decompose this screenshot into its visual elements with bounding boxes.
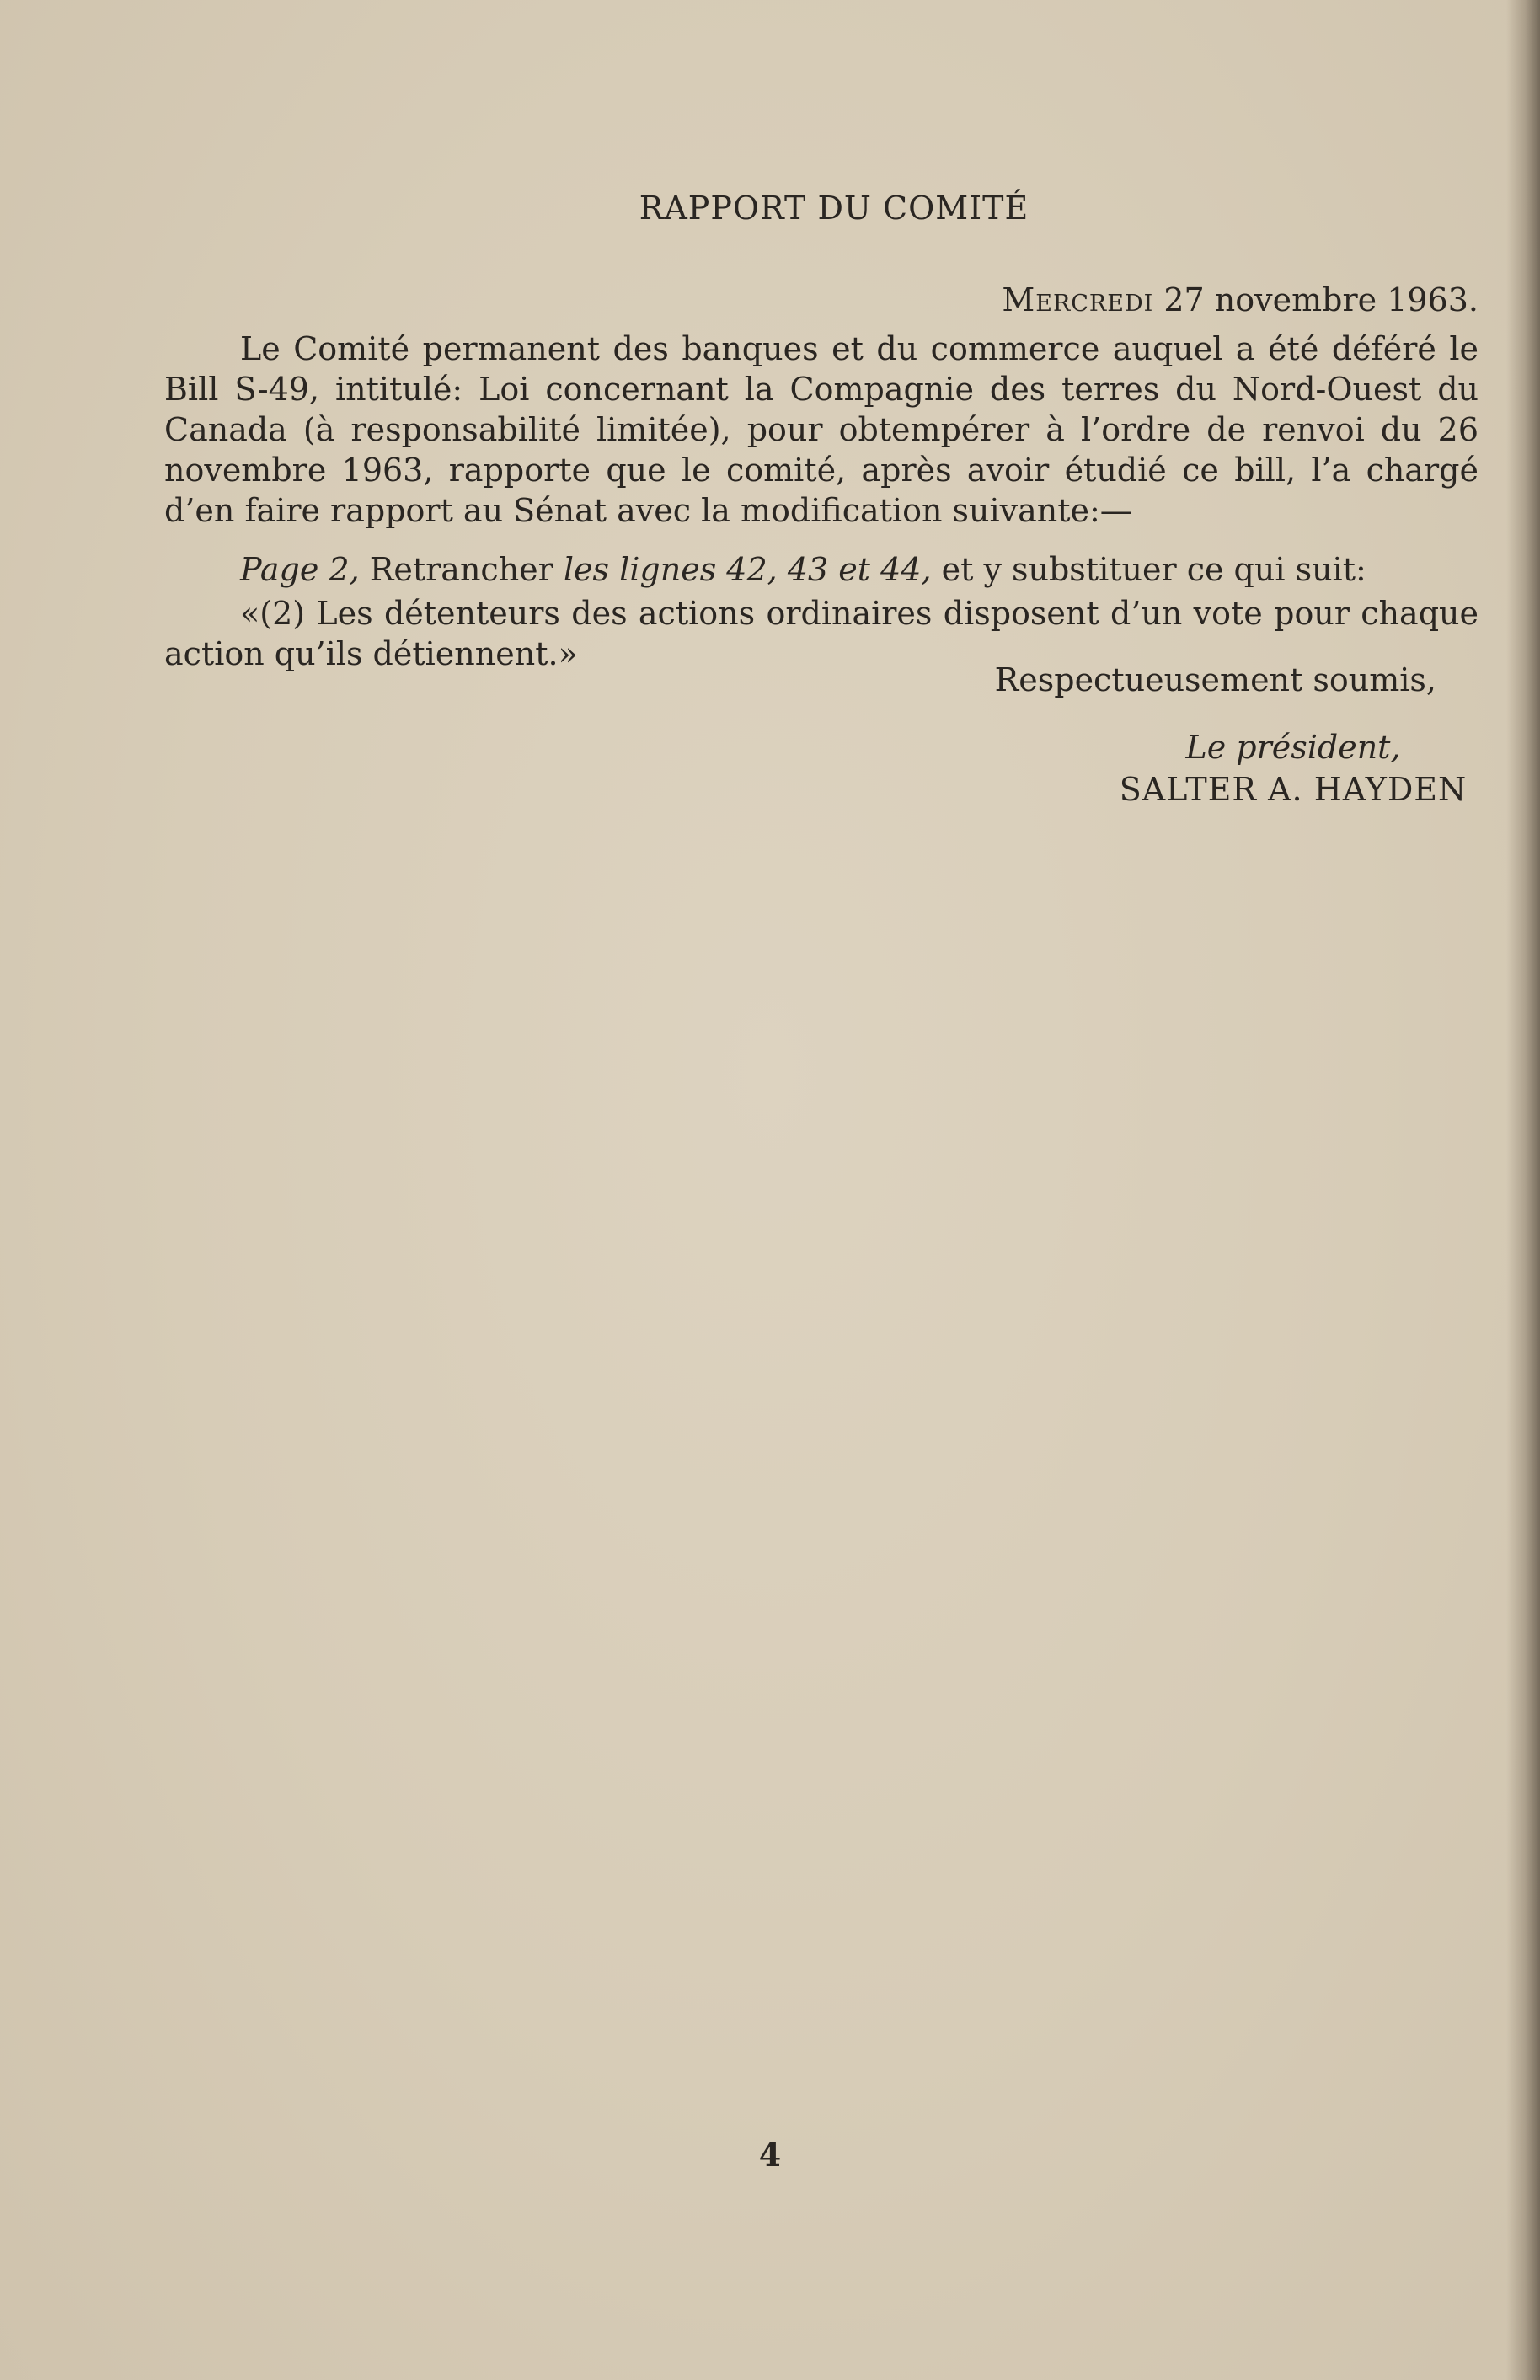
page-edge-shadow (1506, 0, 1540, 2380)
amendment-rest: et y substituer ce qui suit: (931, 551, 1366, 588)
report-date-weekday: Mercredi (1002, 281, 1154, 318)
signer-title: Le président, (1185, 729, 1401, 766)
amendment-verb: Retrancher (359, 551, 564, 588)
report-title: RAPPORT DU COMITÉ (639, 190, 1029, 227)
page-number: 4 (758, 2136, 782, 2174)
report-body: Le Comité permanent des banques et du commerce auquel a été déféré le Bill S-49, intitulé: Loi concernant la Compagnie des terres du Nord-Ouest du Canada (à responsabilité limitée), pour obtempérer à l’ordre de renvoi du 26 novembre 1963, rapporte que le comité, après avoir étudié ce bill, l’a chargé d’en faire rapport au Sénat avec la modification suivante:— (164, 330, 1479, 529)
amendment-lines-ref: les lignes 42, 43 et 44, (563, 551, 932, 588)
report-date-rest: 27 novembre 1963. (1153, 281, 1479, 318)
amendment-quote: «(2) Les détenteurs des actions ordinaires disposent d’un vote pour chaque action qu’ils détiennent.» (164, 595, 1479, 672)
closing-salutation: Respectueusement soumis, (994, 661, 1436, 698)
amendment-page-ref: Page 2, (240, 551, 360, 588)
signer-name: SALTER A. HAYDEN (1119, 771, 1468, 808)
closing-block (164, 190, 1479, 864)
